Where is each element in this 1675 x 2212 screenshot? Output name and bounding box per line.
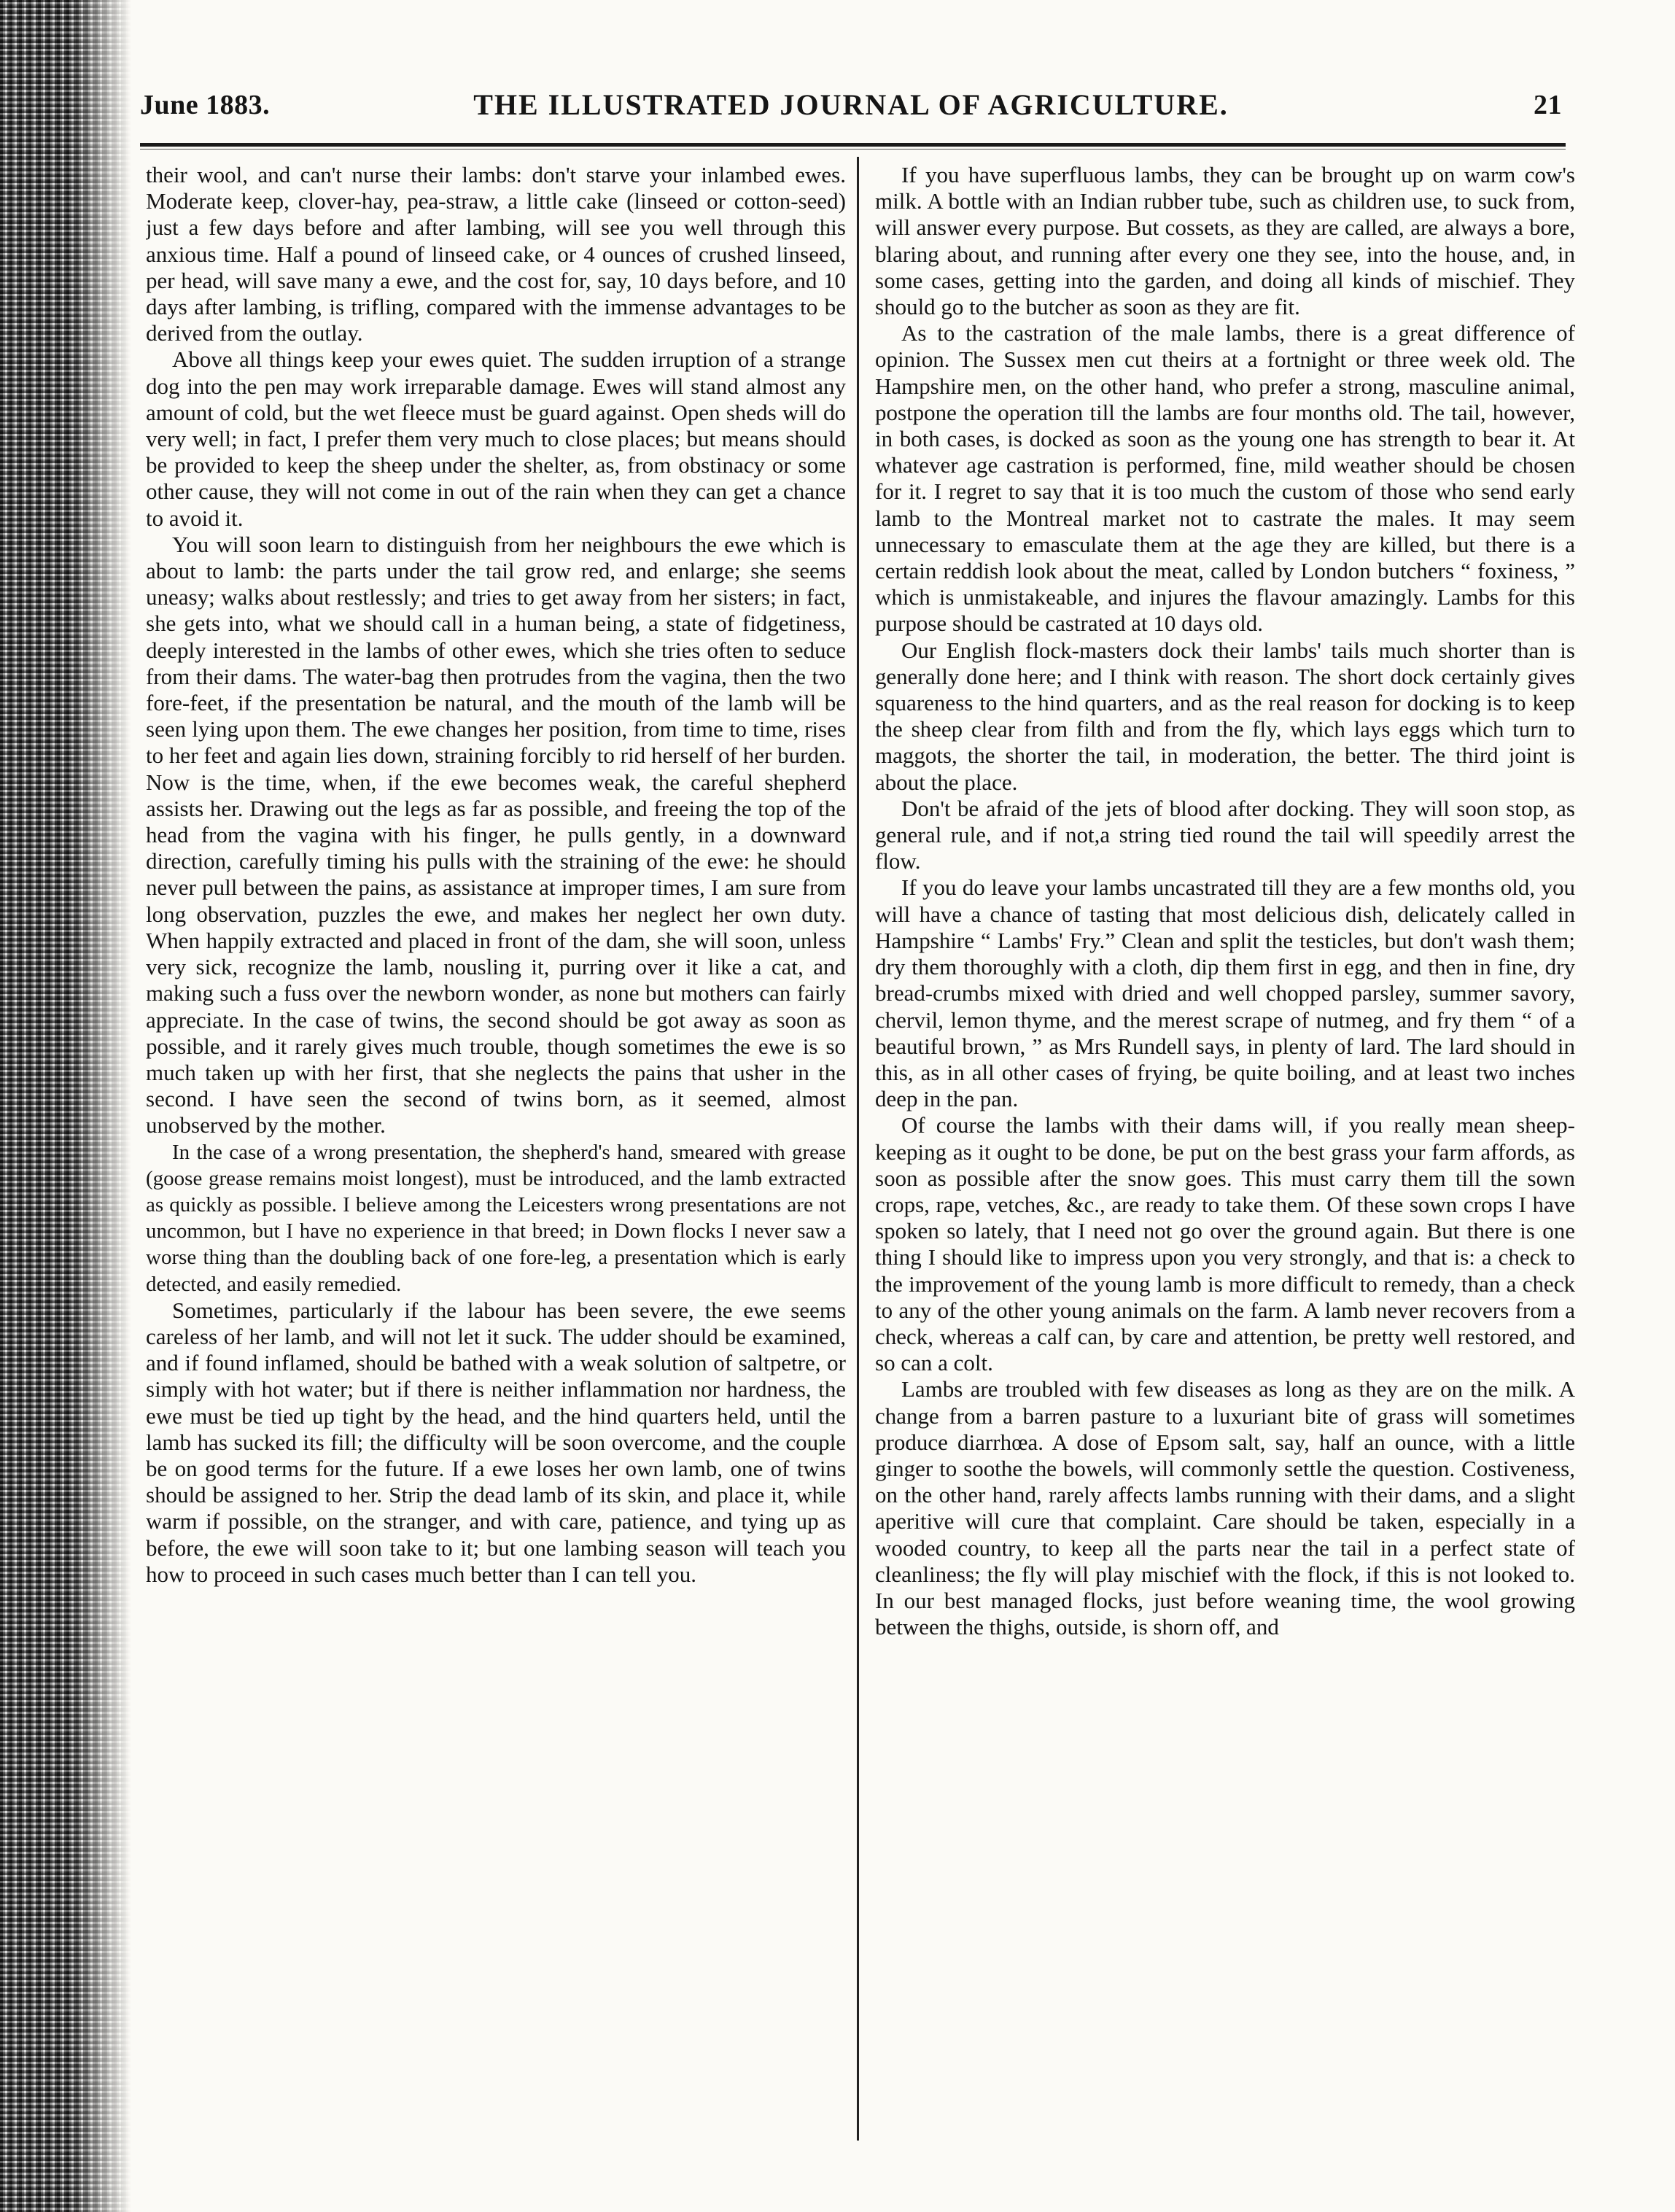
header-rule-thin xyxy=(140,149,1566,150)
paragraph: As to the castration of the male lambs, there is a great difference of opinion. The Sussex men cut theirs at a fortnight or three week old. The Hampshire men, on the other hand, who prefer a strong, masculine animal, postpone the operation till the lambs are four months old. The tail, however, in both cases, is docked as soon as the young one has strength to bear it. At whatever age castration is performed, fine, mild weather should be chosen for it. I regret to say that it is too much the custom of those who send early lamb to the Montreal market not to castrate the males. It may seem unnecessary to emasculate them at the age they are killed, but there is a certain reddish look about the meat, called by London butchers “ foxiness, ” which is unmistakeable, and injures the flavour amazingly. Lambs for this purpose should be castrated at 10 days old. xyxy=(875,320,1575,637)
paragraph: If you do leave your lambs uncastrated till they are a few months old, you will have a chance of tasting that most delicious dish, delicately called in Hampshire “ Lambs' Fry.” Clean and split the testicles, but don't wash them; dry them thoroughly with a cloth, dip them first in egg, and then in fine, dry bread-crumbs mixed with dried and well chopped parsley, summer savory, chervil, lemon thyme, and the merest scrape of nutmeg, and fry them “ of a beautiful brown, ” as Mrs Rundell says, in plenty of lard. The lard should in this, as in all other cases of frying, be quite boiling, and at least two inches deep in the pan. xyxy=(875,874,1575,1112)
paragraph: Of course the lambs with their dams will, if you really mean sheep-keeping as it ought to be done, be put on the best grass your farm affords, as soon as possible after the snow goes. This must carry them till the sown crops, rape, vetches, &c., are ready to take them. Of these sown crops I have spoken so lately, that I need not go over the ground again. But there is one thing I should like to impress upon you very strongly, and that is: a check to the improvement of the young lamb is more difficult to remedy, than a check to any of the other young animals on the farm. A lamb never recovers from a check, whereas a calf can, by care and attention, be pretty well restored, and so can a colt. xyxy=(875,1112,1575,1376)
paragraph: Lambs are troubled with few diseases as long as they are on the milk. A change from a barren pasture to a luxuriant bite of grass will sometimes produce diarrhœa. A dose of Epsom salt, say, half an ounce, with a little ginger to soothe the bowels, will commonly settle the question. Costiveness, on the other hand, rarely affects lambs running with their dams, and a slight aperitive will cure that complaint. Care should be taken, especially in a wooded country, to keep all the parts near the tail in a perfect state of cleanliness; the fly will play mischief with the flock, if this is not looked to. In our best managed flocks, just before weaning time, the wool growing between the thighs, outside, is shorn off, and xyxy=(875,1376,1575,1640)
paragraph: If you have superfluous lambs, they can be brought up on warm cow's milk. A bottle with an Indian rubber tube, such as children use, to suck from, will answer every purpose. But cossets, as they are called, are always a bore, blaring about, and running after every one they see, into the house, and, in some cases, getting into the garden, and doing all kinds of mischief. They should go to the butcher as soon as they are fit. xyxy=(875,162,1575,320)
journal-title: THE ILLUSTRATED JOURNAL OF AGRICULTURE. xyxy=(473,88,1229,121)
paragraph: Above all things keep your ewes quiet. The sudden irruption of a strange dog into the pen may work irreparable damage. Ewes will stand almost any amount of cold, but the wet fleece must be guard against. Open sheds will do very well; in fact, I prefer them very much to close places; but means should be provided to keep the sheep under the shelter, as, from obstinacy or some other cause, they will not come in out of the rain when they can get a chance to avoid it. xyxy=(146,346,846,531)
binding-gutter xyxy=(0,0,131,2212)
paragraph: Don't be afraid of the jets of blood after docking. They will soon stop, as general rule, and if not,a string tied round the tail will speedily arrest the flow. xyxy=(875,795,1575,874)
column-divider xyxy=(857,157,859,2141)
issue-date: June 1883. xyxy=(140,90,271,120)
paragraph: You will soon learn to distinguish from her neighbours the ewe which is about to lamb: the parts under the tail grow red, and enlarge; she seems uneasy; walks about restlessly; and tries to get away from her sisters; in fact, she gets into, what we should call in a human being, a state of fidgetiness, deeply interested in the lambs of other ewes, which she tries often to seduce from their dams. The water-bag then protrudes from the vagina, then the two fore-feet, if the presentation be natural, and the mouth of the lamb will be seen lying upon them. The ewe changes her position, from time to time, rises to her feet and again lies down, straining forcibly to rid herself of her burden. Now is the time, when, if the ewe becomes weak, the careful shepherd assists her. Drawing out the legs as far as possible, and freeing the top of the head from the vagina with his finger, he pulls gently, in a downward direction, carefully timing his pulls with the straining of the ewe: he should never pull between the pains, as assistance at improper times, I am sure from long observation, puzzles the ewe, and makes her neglect her own duty. When happily extracted and placed in front of the dam, she will soon, unless very sick, recognize the lamb, nousling it, purring over it like a cat, and making such a fuss over the newborn wonder, as none but mothers can fairly appreciate. In the case of twins, the second should be got away as soon as possible, and it rarely gives much trouble, though sometimes the ewe is so much taken up with her first, that she neglects the pains that usher in the second. I have seen the second of twins born, as it seemed, almost unobserved by the mother. xyxy=(146,531,846,1138)
page-number: 21 xyxy=(1534,90,1562,120)
header-rule xyxy=(140,143,1566,147)
paragraph: their wool, and can't nurse their lambs: don't starve your inlambed ewes. Moderate keep, clover-hay, pea-straw, a little cake (linseed or cotton-seed) just a few days before and after lambing, will see you well through this anxious time. Half a pound of linseed cake, or 4 ounces of crushed linseed, per head, will save many a ewe, and the cost for, say, 10 days before, and 10 days after lambing, is trifling, compared with the immense advantages to be derived from the outlay. xyxy=(146,162,846,346)
paragraph: In the case of a wrong presentation, the shepherd's hand, smeared with grease (goose grease remains moist longest), must be introduced, and the lamb extracted as quickly as possible. I believe among the Leicesters wrong presentations are not uncommon, but I have no experience in that breed; in Down flocks I never saw a worse thing than the doubling back of one fore-leg, a presentation which is early detected, and easily remedied. xyxy=(146,1140,846,1296)
page-header xyxy=(140,82,1562,133)
left-column xyxy=(146,162,846,2135)
paragraph: Our English flock-masters dock their lambs' tails much shorter than is generally done here; and I think with reason. The short dock certainly gives squareness to the hind quarters, and as the real reason for docking is to keep the sheep clear from filth and from the fly, which lays eggs which turn to maggots, the shorter the tail, in moderation, the better. The third joint is about the place. xyxy=(875,637,1575,795)
paragraph: Sometimes, particularly if the labour has been severe, the ewe seems careless of her lamb, and will not let it suck. The udder should be examined, and if found inflamed, should be bathed with a weak solution of saltpetre, or simply with hot water; but if there is neither inflammation nor hardness, the ewe must be tied up tight by the head, and the hind quarters held, until the lamb has sucked its fill; the difficulty will be soon overcome, and the couple be on good terms for the future. If a ewe loses her own lamb, one of twins should be assigned to her. Strip the dead lamb of its skin, and place it, while warm if possible, on the stranger, and with care, patience, and tying up as before, the ewe will soon take to it; but one lambing season will teach you how to proceed in such cases much better than I can tell you. xyxy=(146,1297,846,1587)
right-column xyxy=(875,162,1575,2135)
